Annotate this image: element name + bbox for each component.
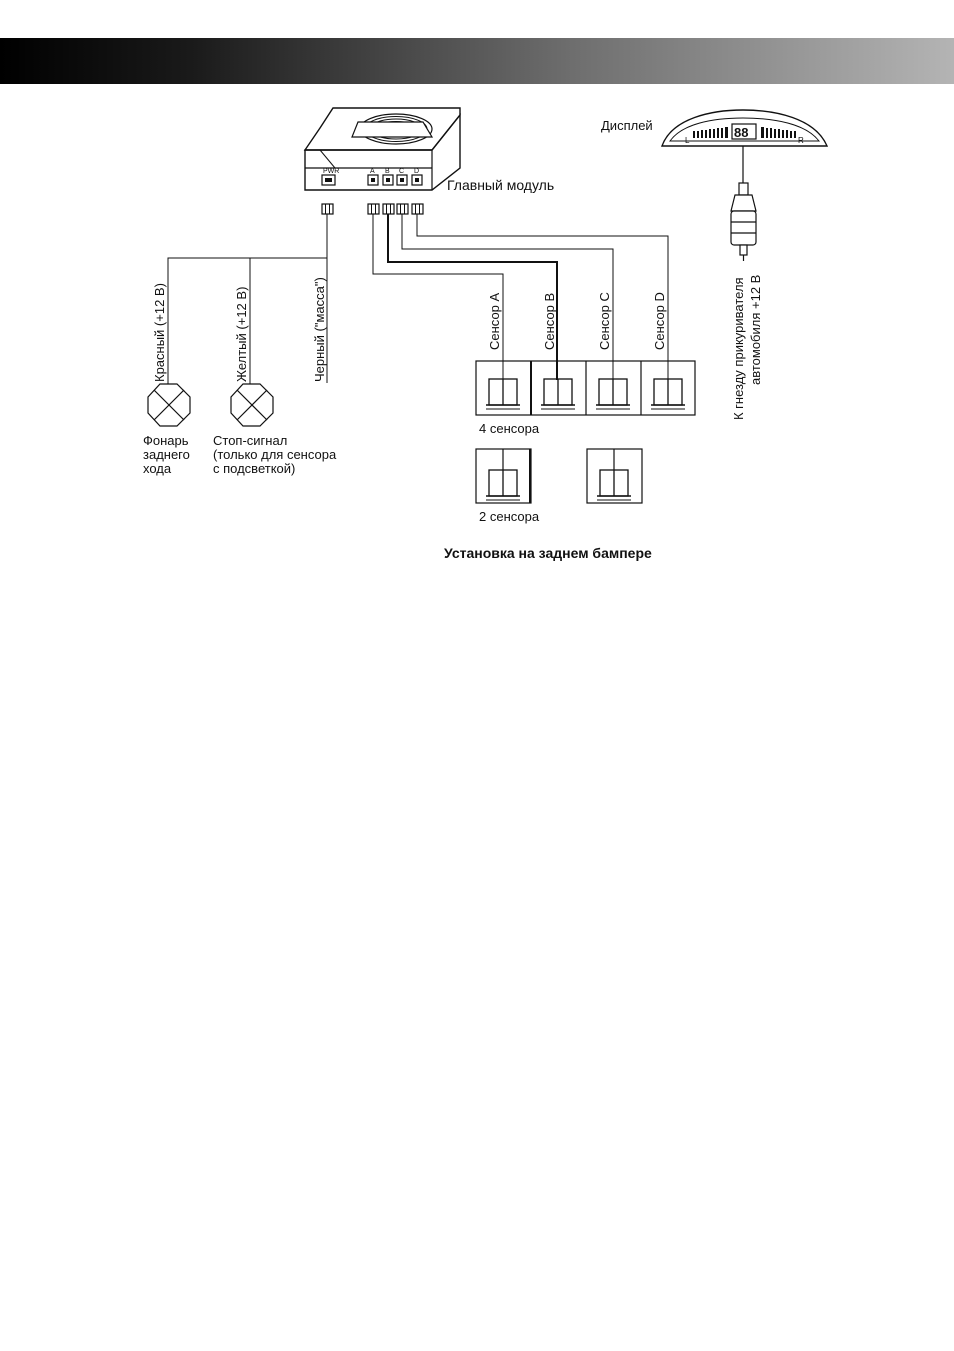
cigarette-label-line2: автомобиля +12 В — [748, 274, 763, 385]
sensor-wires — [373, 214, 668, 380]
four-sensor-group — [476, 361, 695, 415]
wire-red-label: Красный (+12 В) — [152, 283, 167, 382]
display-label: Дисплей — [601, 118, 653, 133]
reverse-lamp-icon — [148, 384, 190, 426]
module-port-b — [383, 168, 393, 185]
sensor-right-icon — [597, 470, 631, 500]
sensor-c-plug-icon — [397, 204, 408, 214]
reverse-light-line3: хода — [143, 461, 172, 476]
sensor-c-label: Сенсор C — [597, 292, 612, 350]
display-digits: 88 — [734, 125, 749, 140]
two-sensors-label: 2 сенсора — [479, 509, 540, 524]
svg-text:A: A — [370, 168, 375, 175]
reverse-light-line1: Фонарь — [143, 433, 189, 448]
svg-text:D: D — [414, 168, 420, 175]
sensor-d-label: Сенсор D — [652, 292, 667, 350]
module-port-pwr — [322, 168, 339, 185]
sensor-left-icon — [486, 470, 520, 500]
four-sensors-label: 4 сенсора — [479, 421, 540, 436]
sensor-c-icon — [596, 379, 630, 409]
svg-text:C: C — [399, 168, 405, 175]
display-unit — [662, 110, 827, 146]
module-port-a — [368, 168, 378, 185]
brake-light-line3: с подсветкой) — [213, 461, 296, 476]
wire-yellow-label: Желтый (+12 В) — [234, 286, 249, 382]
reverse-light-line2: заднего — [143, 447, 190, 462]
module-port-d — [412, 168, 422, 185]
brake-light-line2: (только для сенсора — [213, 447, 337, 462]
sensor-a-icon — [486, 379, 520, 409]
svg-text:PWR: PWR — [323, 168, 340, 175]
svg-text:B: B — [385, 168, 390, 175]
sensor-b-icon — [541, 379, 575, 409]
figure-caption: Установка на заднем бампере — [444, 545, 652, 561]
sensor-a-plug-icon — [368, 204, 379, 214]
wire-black-label: Черный ("масса") — [312, 277, 327, 382]
sensor-d-icon — [651, 379, 685, 409]
sensor-d-plug-icon — [412, 204, 423, 214]
module-port-c — [397, 168, 407, 185]
two-sensor-group — [476, 449, 642, 503]
brake-lamp-icon — [231, 384, 273, 426]
display-left-letter: L — [685, 136, 690, 145]
sensor-b-label: Сенсор B — [542, 292, 557, 350]
sensor-b-plug-icon — [383, 204, 394, 214]
main-module-label: Главный модуль — [447, 177, 555, 193]
main-module — [305, 108, 460, 190]
brake-light-line1: Стоп-сигнал — [213, 433, 288, 448]
sensor-a-label: Сенсор A — [487, 292, 502, 350]
cigarette-plug-icon — [731, 183, 756, 261]
display-right-letter: R — [798, 136, 804, 145]
power-plug-icon — [322, 204, 333, 214]
cigarette-label-line1: К гнезду прикуривателя — [731, 277, 746, 420]
